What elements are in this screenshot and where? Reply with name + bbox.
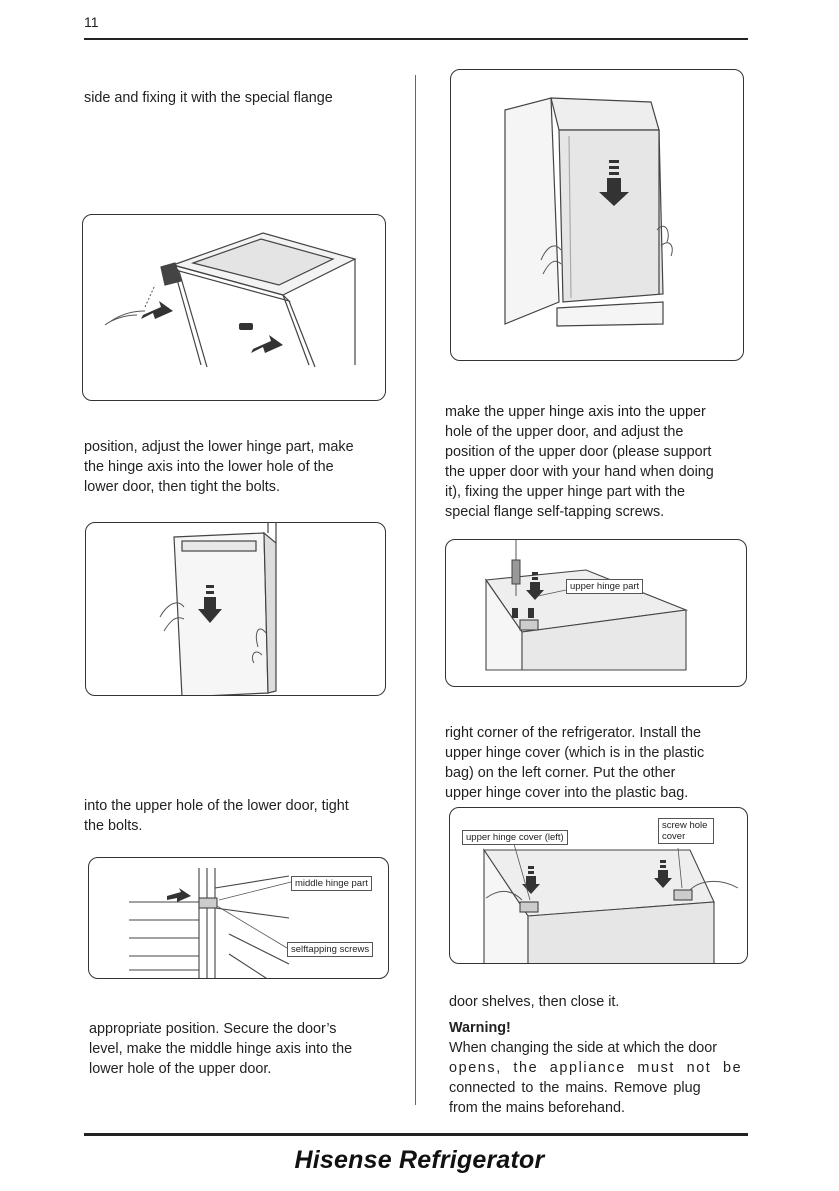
fridge-top-illustration bbox=[83, 215, 386, 401]
upper-hinge-illustration bbox=[446, 540, 747, 687]
right-paragraph-1: make the upper hinge axis into the upper hole of the upper door, and adjust the position of the upper door (please support the upper door with your hand when doing it), fixing the upper hinge part with the special flange self-tapping screws. bbox=[445, 404, 714, 520]
right-paragraph-2: right corner of the refrigerator. Install the upper hinge cover (which is in the plastic bag) on the left corner. Put the other upper hinge cover into the plastic bag. bbox=[445, 725, 705, 801]
upper-hinge-cover-left-label: upper hinge cover (left) bbox=[462, 830, 568, 845]
figure-upper-hinge bbox=[445, 539, 747, 687]
left-paragraph-3: into the upper hole of the lower door, tight the bolts. bbox=[84, 798, 349, 834]
middle-hinge-part-label: middle hinge part bbox=[291, 876, 372, 891]
upper-hinge-part-label: upper hinge part bbox=[566, 579, 643, 594]
warning-line-2: opens, the appliance must not be bbox=[449, 1060, 743, 1076]
selftapping-screws-label: selftapping screws bbox=[287, 942, 373, 957]
brand-footer: Hisense Refrigerator bbox=[294, 1146, 545, 1174]
right-paragraph-3: door shelves, then close it. bbox=[449, 994, 620, 1010]
column-divider bbox=[415, 75, 416, 1105]
figure-hinge-covers bbox=[449, 807, 748, 964]
page-number: 11 bbox=[84, 14, 99, 30]
left-paragraph-2: position, adjust the lower hinge part, make the hinge axis into the lower hole of the lower door, then tight the bolts. bbox=[84, 439, 354, 495]
figure-upper-door bbox=[450, 69, 744, 361]
figure-lower-door bbox=[85, 522, 386, 696]
warning-line-1: When changing the side at which the door bbox=[449, 1040, 717, 1056]
lower-door-illustration bbox=[86, 523, 386, 696]
footer-rule bbox=[84, 1133, 748, 1136]
screw-hole-cover-label: screw hole cover bbox=[658, 818, 714, 844]
header-rule bbox=[84, 38, 748, 40]
warning-block bbox=[449, 1018, 749, 1118]
left-paragraph-4: appropriate position. Secure the door’s level, make the middle hinge axis into the lower hole of the upper door. bbox=[89, 1021, 353, 1077]
warning-title: Warning! bbox=[449, 1020, 511, 1036]
left-paragraph-1: side and fixing it with the special flange bbox=[84, 90, 333, 106]
warning-line-3: connected to the mains. Remove plug bbox=[449, 1080, 701, 1096]
figure-side-flange bbox=[82, 214, 386, 401]
figure-middle-hinge bbox=[88, 857, 389, 979]
warning-line-4: from the mains beforehand. bbox=[449, 1100, 625, 1116]
upper-door-illustration bbox=[451, 70, 744, 361]
